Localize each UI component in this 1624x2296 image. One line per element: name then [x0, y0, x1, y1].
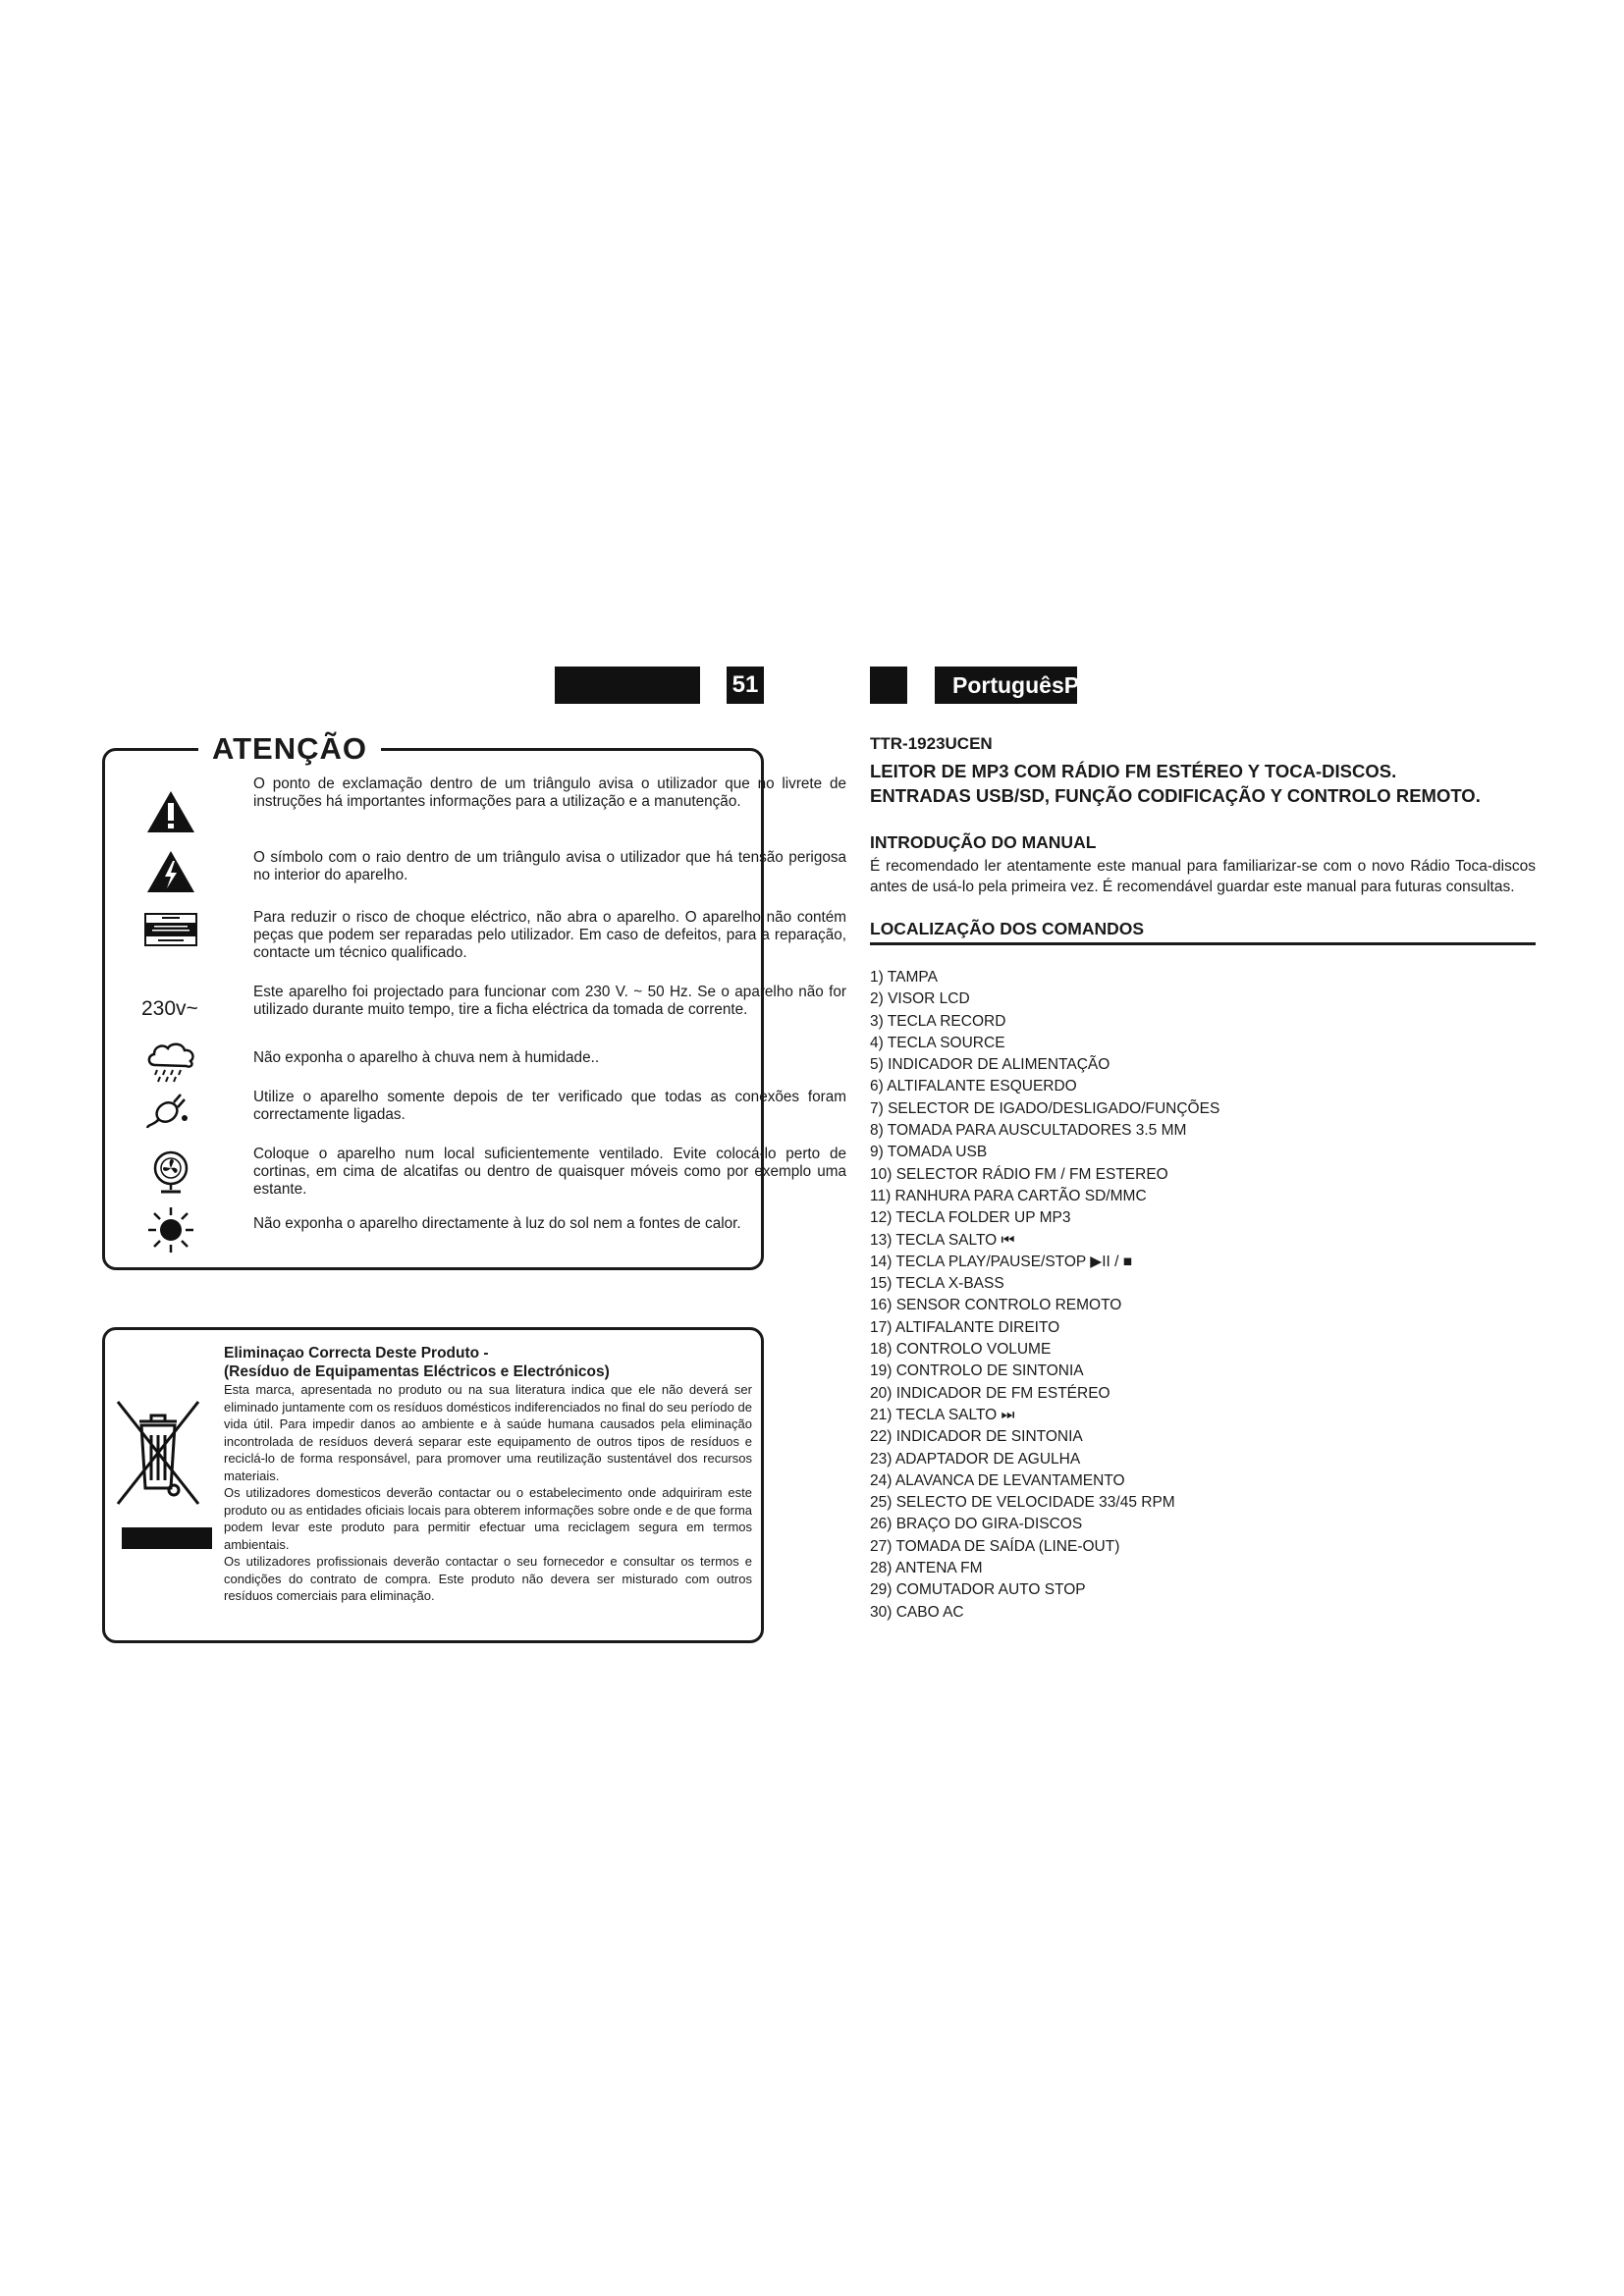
- atencao-text: Este aparelho foi projectado para funcionar com 230 V. ~ 50 Hz. Se o aparelho não for utilizado durante muito tempo, tire a ficha eléctrica da tomada de corrente.: [253, 984, 846, 1018]
- control-item: 13) TECLA SALTO ⏮: [870, 1231, 1015, 1249]
- product-heading-1: LEITOR DE MP3 COM RÁDIO FM ESTÉREO Y TOCA-DISCOS.: [870, 761, 1397, 781]
- control-item: 21) TECLA SALTO ⏭: [870, 1406, 1015, 1423]
- voltage-icon: [141, 997, 200, 1021]
- weee-paragraph: Os utilizadores domesticos deverão contactar ou o estabelecimento onde adquiriram este produto ou as entidades oficiais locais para obterem informações sobre onde e de que forma podem levar este produto para permitir efectuar uma reciclagem segura em termos ambientais.: [224, 1485, 752, 1552]
- header-bar-left: [555, 667, 700, 704]
- page-number: 51: [727, 667, 764, 704]
- control-item: 15) TECLA X-BASS: [870, 1275, 1004, 1293]
- plug-icon: [132, 1089, 210, 1130]
- control-item: 7) SELECTOR DE IGADO/DESLIGADO/FUNÇÕES: [870, 1099, 1220, 1117]
- control-item: 24) ALAVANCA DE LEVANTAMENTO: [870, 1471, 1125, 1489]
- rain-cloud-icon: [132, 1040, 210, 1083]
- intro-text: É recomendado ler atentamente este manual para familiarizar-se com o novo Rádio Toca-discos antes de usá-lo pela primeira vez. É recomendável guardar este manual para futuras consultas.: [870, 858, 1536, 895]
- control-item: 18) CONTROLO VOLUME: [870, 1341, 1052, 1359]
- model-number: TTR-1923UCEN: [870, 734, 993, 753]
- control-item: 8) TOMADA PARA AUSCULTADORES 3.5 MM: [870, 1122, 1187, 1140]
- weee-paragraph: Esta marca, apresentada no produto ou na sua literatura indica que ele não deverá ser eliminado juntamente com os resíduos domésticos indiferenciados no final do seu período de vida útil. Para impedir danos ao ambiente e à saúde humana causados pela eliminação incontrolada de resíduos deverá separar este equipamento de outros tipos de resíduos e reciclá-lo de forma responsável, para promover uma reutilização sustentável dos recursos materiais.: [224, 1382, 752, 1483]
- control-item: 10) SELECTOR RÁDIO FM / FM ESTEREO: [870, 1165, 1168, 1183]
- atencao-text: Utilize o aparelho somente depois de ter verificado que todas as conexões foram correctamente ligadas.: [253, 1089, 846, 1123]
- weee-black-bar: [122, 1527, 212, 1549]
- voltage-label: 230v~: [141, 997, 198, 1020]
- atencao-title: ATENÇÃO: [198, 731, 381, 767]
- lightning-triangle-icon: [132, 849, 210, 894]
- intro-title: INTRODUÇÃO DO MANUAL: [870, 832, 1097, 852]
- crossed-bin-icon: [114, 1398, 202, 1519]
- sun-icon: [132, 1205, 210, 1255]
- controls-title: LOCALIZAÇÃO DOS COMANDOS: [870, 919, 1145, 938]
- weee-title-2: (Resíduo de Equipamentas Eléctricos e Electrónicos): [224, 1363, 610, 1380]
- atencao-text: Para reduzir o risco de choque eléctrico, não abra o aparelho. O aparelho não contém peças que podem ser reparadas pelo utilizador. Em caso de defeitos, para a reparação, contacte um técnico qualificado.: [253, 909, 846, 961]
- control-item: 25) SELECTO DE VELOCIDADE 33/45 RPM: [870, 1494, 1175, 1512]
- weee-title-1: Eliminaçao Correcta Deste Produto -: [224, 1345, 489, 1362]
- exclamation-triangle-icon: [132, 789, 210, 834]
- atencao-text: O símbolo com o raio dentro de um triângulo avisa o utilizador que há tensão perigosa no interior do aparelho.: [253, 849, 846, 883]
- product-heading-2: ENTRADAS USB/SD, FUNÇÃO CODIFICAÇÃO Y CONTROLO REMOTO.: [870, 785, 1481, 806]
- weee-text: [224, 1344, 752, 1605]
- control-item: 3) TECLA RECORD: [870, 1012, 1006, 1030]
- control-item: 19) CONTROLO DE SINTONIA: [870, 1362, 1084, 1380]
- atencao-text: Coloque o aparelho num local suficientemente ventilado. Evite colocá-lo perto de cortinas, em cima de alcatifas ou dentro de quaisquer móveis como por exemplo uma estante.: [253, 1146, 846, 1198]
- weee-paragraph: Os utilizadores profissionais deverão contactar o seu fornecedor e consultar os termos e condições do contrato de compra. Este produto não devera ser misturado com outros resíduos comerciais para eliminação.: [224, 1554, 752, 1603]
- atencao-text: Não exponha o aparelho à chuva nem à humidade..: [253, 1049, 600, 1066]
- control-item: 5) INDICADOR DE ALIMENTAÇÃO: [870, 1056, 1110, 1074]
- control-item: 23) ADAPTADOR DE AGULHA: [870, 1450, 1081, 1468]
- control-item: 27) TOMADA DE SAÍDA (LINE-OUT): [870, 1537, 1120, 1555]
- atencao-items: [102, 748, 846, 1270]
- control-item: 1) TAMPA: [870, 969, 938, 986]
- control-item: 28) ANTENA FM: [870, 1560, 983, 1577]
- control-item: 30) CABO AC: [870, 1603, 964, 1621]
- control-item: 26) BRAÇO DO GIRA-DISCOS: [870, 1516, 1083, 1533]
- atencao-text: O ponto de exclamação dentro de um triângulo avisa o utilizador que no livrete de instruções há importantes informações para a utilização e a manutenção.: [253, 775, 846, 810]
- caution-label-icon: [132, 913, 210, 946]
- fan-icon: [132, 1149, 210, 1195]
- control-item: 2) VISOR LCD: [870, 990, 970, 1008]
- language-tab: PortuguêsPortuguês: [935, 667, 1077, 704]
- control-item: 20) INDICADOR DE FM ESTÉREO: [870, 1384, 1110, 1402]
- right-column: [870, 734, 1536, 1624]
- control-item: 14) TECLA PLAY/PAUSE/STOP ▶II / ■: [870, 1253, 1133, 1270]
- control-item: 17) ALTIFALANTE DIREITO: [870, 1318, 1060, 1336]
- control-item: 6) ALTIFALANTE ESQUERDO: [870, 1078, 1077, 1095]
- atencao-text: Não exponha o aparelho directamente à luz do sol nem a fontes de calor.: [253, 1215, 741, 1232]
- controls-rule: [870, 942, 1536, 945]
- controls-list: [870, 967, 1536, 1624]
- header-square: [870, 667, 907, 704]
- control-item: 29) COMUTADOR AUTO STOP: [870, 1581, 1086, 1599]
- control-item: 11) RANHURA PARA CARTÃO SD/MMC: [870, 1187, 1147, 1204]
- control-item: 9) TOMADA USB: [870, 1144, 988, 1161]
- control-item: 12) TECLA FOLDER UP MP3: [870, 1209, 1071, 1227]
- control-item: 16) SENSOR CONTROLO REMOTO: [870, 1297, 1122, 1314]
- control-item: 4) TECLA SOURCE: [870, 1034, 1005, 1051]
- control-item: 22) INDICADOR DE SINTONIA: [870, 1428, 1083, 1446]
